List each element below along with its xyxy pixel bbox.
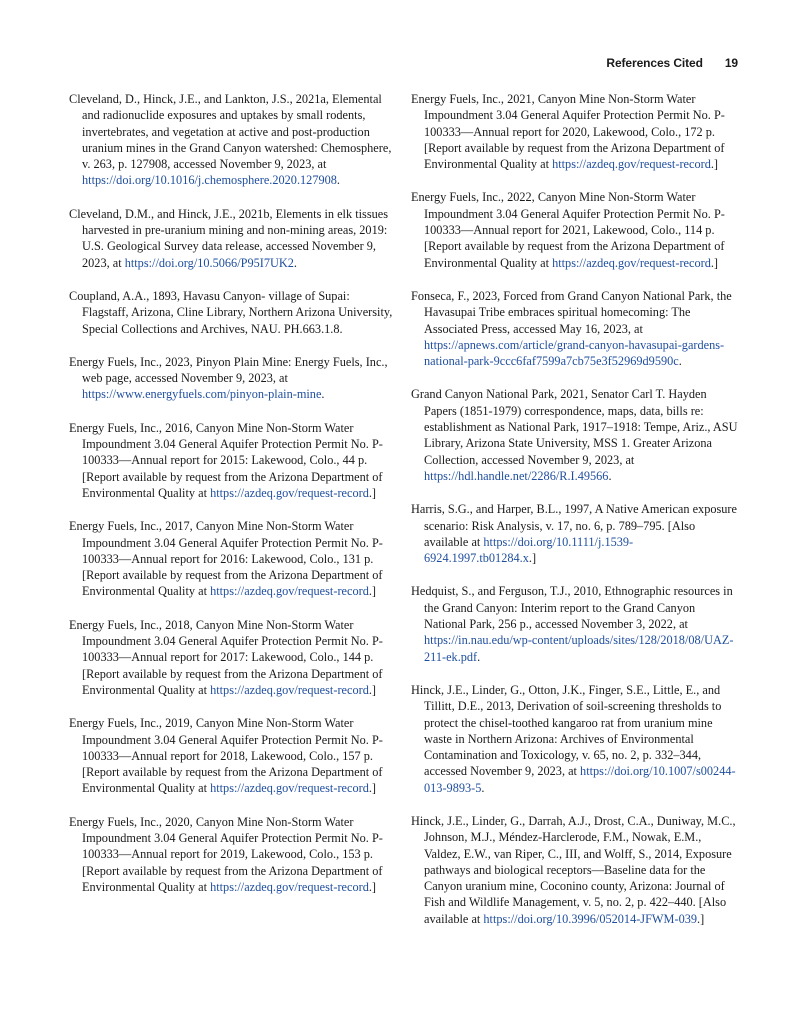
reference-link[interactable]: https://doi.org/10.1007/s00244-013-9893-5 — [424, 764, 736, 795]
reference-entry — [69, 420, 397, 501]
reference-trailing-punctuation: .] — [368, 485, 377, 500]
reference-entry — [69, 617, 397, 698]
reference-link[interactable]: https://in.nau.edu/wp-content/uploads/sites/128/2018/08/UAZ-211-ek.pdf — [424, 633, 734, 664]
reference-entry — [69, 288, 397, 337]
reference-link[interactable]: https://apnews.com/article/grand-canyon-havasupai-gardens-national-park-9ccc6faf7599a7cb75e3f52969d9590c — [424, 337, 725, 369]
reference-text: Hinck, J.E., Linder, G., Darrah, A.J., Drost, C.A., Duniway, M.C., Johnson, M.J., Méndez-Harclerode, F.M., Nowak, E.M., Valdez, E.W., van Riper, C., III, and Wolff, S., 2014, Exposure pathways and biological receptors—Baseline data for the Canyon uranium mine, Coconino county, Arizona: Journal of Fish and Wildlife Management, v. 5, no. 2, p. 422–440. [Also available at — [411, 813, 736, 926]
reference-text: Energy Fuels, Inc., 2016, Canyon Mine Non-Storm Water Impoundment 3.04 General Aquifer Protection Permit No. P-100333—Annual report for 2015: Lakewood, Colo., 44 p. [Report available by request from the Arizona Department of Environmental Quality at — [69, 420, 383, 500]
reference-text: Coupland, A.A., 1893, Havasu Canyon- village of Supai: Flagstaff, Arizona, Cline Library, Northern Arizona University, Special Collections and Archives, NAU. PH.663.1.8. — [69, 288, 393, 336]
reference-link[interactable]: https://azdeq.gov/request-record — [210, 879, 369, 894]
reference-link[interactable]: https://hdl.handle.net/2286/R.I.49566 — [424, 468, 609, 483]
reference-text: Energy Fuels, Inc., 2022, Canyon Mine Non-Storm Water Impoundment 3.04 General Aquifer Protection Permit No. P-100333—Annual report for 2021, Lakewood, Colo., 114 p. [Report available by request from the Arizona Department of Environmental Quality at — [411, 190, 725, 270]
reference-trailing-punctuation: .] — [368, 682, 377, 697]
reference-entry — [411, 583, 739, 664]
reference-text: Energy Fuels, Inc., 2020, Canyon Mine Non-Storm Water Impoundment 3.04 General Aquifer Protection Permit No. P-100333—Annual report for 2019, Lakewood, Colo., 153 p. [Report available by request from the Arizona Department of Environmental Quality at — [69, 814, 383, 894]
reference-text: Harris, S.G., and Harper, B.L., 1997, A Native American exposure scenario: Risk Analysis, v. 17, no. 6, p. 789–795. [Also available at — [411, 502, 737, 549]
reference-link[interactable]: https://doi.org/10.3996/052014-JFWM-039 — [483, 911, 698, 926]
reference-entry — [411, 501, 739, 566]
reference-link[interactable]: https://azdeq.gov/request-record — [210, 584, 369, 599]
reference-text: Fonseca, F., 2023, Forced from Grand Canyon National Park, the Havasupai Tribe embraces spiritual homecoming: The Associated Press, accessed May 16, 2023, at — [411, 288, 732, 336]
section-title: References Cited — [606, 56, 703, 70]
right-column — [411, 91, 739, 944]
reference-entry — [69, 715, 397, 796]
reference-link[interactable]: https://doi.org/10.1016/j.chemosphere.2020.127908 — [82, 173, 337, 188]
reference-entry — [411, 288, 739, 369]
reference-trailing-punctuation: . — [477, 649, 481, 664]
reference-trailing-punctuation: .] — [710, 255, 719, 270]
reference-trailing-punctuation: .] — [710, 157, 719, 172]
reference-link[interactable]: https://azdeq.gov/request-record — [210, 682, 369, 697]
reference-trailing-punctuation: .] — [697, 911, 705, 926]
reference-entry — [69, 354, 397, 403]
reference-link[interactable]: https://doi.org/10.1111/j.1539-6924.1997.tb01284.x — [424, 534, 634, 566]
reference-text: Energy Fuels, Inc., 2021, Canyon Mine Non-Storm Water Impoundment 3.04 General Aquifer Protection Permit No. P-100333—Annual report for 2020, Lakewood, Colo., 172 p. [Report available by request from the Arizona Department of Environmental Quality at — [411, 92, 725, 172]
reference-text: Hinck, J.E., Linder, G., Otton, J.K., Finger, S.E., Little, E., and Tillitt, D.E., 2013, Derivation of soil-screening thresholds to protect the chisel-toothed kangaroo rat from uranium mine waste in Northern Arizona: Archives of Environmental Contamination and Toxicology, v. 65, no. 2, p. 332–344, accessed November 9, 2023, at — [411, 682, 722, 779]
reference-trailing-punctuation: . — [336, 173, 340, 188]
reference-entry — [411, 813, 739, 927]
reference-entry — [411, 189, 739, 270]
reference-text: Cleveland, D., Hinck, J.E., and Lankton, J.S., 2021a, Elemental and radionuclide exposures and uptakes by small rodents, invertebrates, and vegetation at active and post-production uranium mines in the Grand Canyon watershed: Chemosphere, v. 263, p. 127908, accessed November 9, 2023, at — [69, 92, 392, 172]
reference-trailing-punctuation: . — [321, 387, 325, 402]
reference-link[interactable]: https://doi.org/10.5066/P95I7UK2 — [124, 255, 294, 270]
reference-text: Energy Fuels, Inc., 2023, Pinyon Plain Mine: Energy Fuels, Inc., web page, accessed November 9, 2023, at — [69, 354, 388, 386]
reference-text: Energy Fuels, Inc., 2019, Canyon Mine Non-Storm Water Impoundment 3.04 General Aquifer Protection Permit No. P-100333—Annual report for 2018, Lakewood, Colo., 157 p. [Report available by request from the Arizona Department of Environmental Quality at — [69, 716, 383, 796]
reference-link[interactable]: https://azdeq.gov/request-record — [210, 485, 369, 500]
reference-trailing-punctuation: . — [608, 468, 612, 483]
reference-trailing-punctuation: .] — [368, 584, 377, 599]
reference-entry — [69, 91, 397, 189]
reference-text: Energy Fuels, Inc., 2018, Canyon Mine Non-Storm Water Impoundment 3.04 General Aquifer Protection Permit No. P-100333—Annual report for 2017: Lakewood, Colo., 144 p. [Report available by request from the Arizona Department of Environmental Quality at — [69, 617, 383, 697]
reference-trailing-punctuation: . — [481, 780, 485, 795]
reference-entry — [69, 518, 397, 599]
reference-entry — [69, 206, 397, 271]
reference-text: Grand Canyon National Park, 2021, Senator Carl T. Hayden Papers (1851-1979) correspondence, maps, data, bills re: establishment as National Park, 1917–1918: Tempe, Ariz., ASU Library, Arizona State University, MSS 1. Greater Arizona Collection, accessed November 9, 2023, at — [411, 387, 738, 467]
reference-link[interactable]: https://azdeq.gov/request-record — [210, 781, 369, 796]
reference-trailing-punctuation: .] — [368, 781, 377, 796]
reference-trailing-punctuation: . — [293, 255, 297, 270]
reference-trailing-punctuation: .] — [368, 879, 377, 894]
reference-entry — [69, 814, 397, 895]
reference-link[interactable]: https://azdeq.gov/request-record — [552, 157, 711, 172]
reference-link[interactable]: https://azdeq.gov/request-record — [552, 255, 711, 270]
left-column — [69, 91, 397, 912]
reference-text: Cleveland, D.M., and Hinck, J.E., 2021b, Elements in elk tissues harvested in pre-uranium mining and non-mining areas, 2019: U.S. Geological Survey data release, accessed November 9, 2023, at — [69, 206, 388, 270]
reference-entry — [411, 682, 739, 796]
reference-entry — [411, 91, 739, 172]
reference-entry — [411, 386, 739, 484]
reference-trailing-punctuation: .] — [528, 551, 537, 566]
reference-text: Energy Fuels, Inc., 2017, Canyon Mine Non-Storm Water Impoundment 3.04 General Aquifer Protection Permit No. P-100333—Annual report for 2016: Lakewood, Colo., 131 p. [Report available by request from the Arizona Department of Environmental Quality at — [69, 519, 383, 599]
reference-trailing-punctuation: . — [678, 354, 682, 369]
reference-link[interactable]: https://www.energyfuels.com/pinyon-plain-mine — [82, 387, 322, 402]
reference-text: Hedquist, S., and Ferguson, T.J., 2010, Ethnographic resources in the Grand Canyon: Interim report to the Grand Canyon National Park, 256 p., accessed November 3, 2022, at — [411, 584, 733, 632]
running-header — [606, 56, 738, 70]
page-number: 19 — [724, 56, 738, 70]
